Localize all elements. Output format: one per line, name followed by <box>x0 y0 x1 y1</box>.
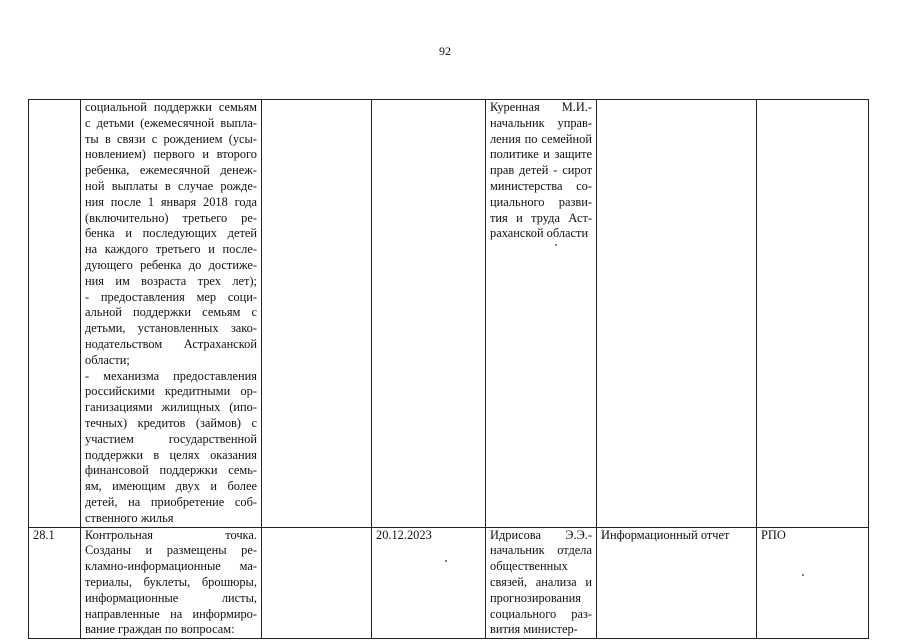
responsible-person-cell <box>486 527 597 639</box>
scan-speck <box>802 574 804 576</box>
text-line: бенка и последующих детей <box>85 226 257 241</box>
text-line: министерства со- <box>490 178 592 193</box>
text-line: начальник отдела <box>490 543 592 558</box>
text-line: Созданы и размещены ре- <box>85 543 257 558</box>
text-line: прав детей - сирот <box>490 163 592 178</box>
control-level-cell <box>757 100 869 528</box>
text-line: детей, на приобретение соб- <box>85 494 257 509</box>
row-number-cell <box>29 100 81 528</box>
text-line: социальной поддержки семьям <box>85 100 257 114</box>
end-date-cell: 20.12.2023 <box>372 527 486 639</box>
page-number: 92 <box>439 44 451 58</box>
text-line: прогнозирования <box>490 590 581 605</box>
text-line: участием государственной <box>85 431 257 446</box>
text-line: вание граждан по вопросам: <box>85 622 235 637</box>
result-type-cell: Информационный отчет <box>597 527 757 639</box>
text-line: раханской области <box>490 226 589 241</box>
text-line: циального разви- <box>490 194 592 209</box>
scan-speck <box>445 560 447 562</box>
start-date-cell <box>262 100 372 528</box>
text-line: альной поддержки семьям с <box>85 305 257 320</box>
text-line: тия и труда Аст- <box>490 210 592 225</box>
text-line: российскими кредитными ор- <box>85 384 257 399</box>
text-line: поддержки в целях оказания <box>85 447 257 462</box>
text-line: ственного жилья <box>85 510 174 525</box>
text-line: ния им возраста трех лет); <box>85 273 257 288</box>
text-line: области; <box>85 352 130 367</box>
text-line: - механизма предоставления <box>85 368 257 383</box>
table-row <box>29 527 869 639</box>
text-line: детьми, установленных зако- <box>85 321 257 336</box>
text-line: новлением) первого и второго <box>85 147 257 162</box>
end-date-cell <box>372 100 486 528</box>
text-line: социального раз- <box>490 606 592 621</box>
plan-table <box>28 99 869 639</box>
result-type-cell <box>597 100 757 528</box>
text-line: направленные на информиро- <box>85 606 257 621</box>
text-line: вития министер- <box>490 622 578 637</box>
responsible-person-cell <box>486 100 597 528</box>
text-line: ребенка, ежемесячной денеж- <box>85 163 257 178</box>
text-line: начальник управ- <box>490 115 592 130</box>
text-line: политике и защите <box>490 147 592 162</box>
text-line: Контрольная точка. <box>85 527 257 542</box>
scan-speck <box>555 244 557 246</box>
text-line: финансовой поддержки семь- <box>85 463 257 478</box>
text-line: связей, анализа и <box>490 574 592 589</box>
table-row <box>29 100 869 528</box>
text-line: течных) кредитов (займов) с <box>85 415 257 430</box>
text-line: Идрисова Э.Э.- <box>490 527 592 542</box>
measure-description-cell <box>81 527 262 639</box>
text-line: дующего ребенка до достиже- <box>85 257 257 272</box>
text-line: информационные листы, <box>85 590 257 605</box>
text-line: на каждого третьего и после- <box>85 242 257 257</box>
text-line: - предоставления мер соци- <box>85 289 257 304</box>
measure-description-cell <box>81 100 262 528</box>
text-line: териалы, буклеты, брошюры, <box>85 574 257 589</box>
text-line: ганизациями жилищных (ипо- <box>85 400 257 415</box>
text-line: Куренная М.И.- <box>490 100 592 114</box>
text-line: ления по семейной <box>490 131 592 146</box>
control-level-cell: РПО <box>757 527 869 639</box>
text-line: общественных <box>490 559 568 574</box>
text-line: (включительно) третьего ре- <box>85 210 257 225</box>
text-line: ты в связи с рождением (усы- <box>85 131 257 146</box>
text-line: ния после 1 января 2018 года <box>85 194 257 209</box>
text-line: нодательством Астраханской <box>85 336 257 351</box>
start-date-cell <box>262 527 372 639</box>
text-line: с детьми (ежемесячной выпла- <box>85 115 257 130</box>
row-number-cell: 28.1 <box>29 527 81 639</box>
text-line: ям, имеющим двух и более <box>85 479 257 494</box>
text-line: ной выплаты в случае рожде- <box>85 178 257 193</box>
text-line: кламно-информационные ма- <box>85 559 257 574</box>
